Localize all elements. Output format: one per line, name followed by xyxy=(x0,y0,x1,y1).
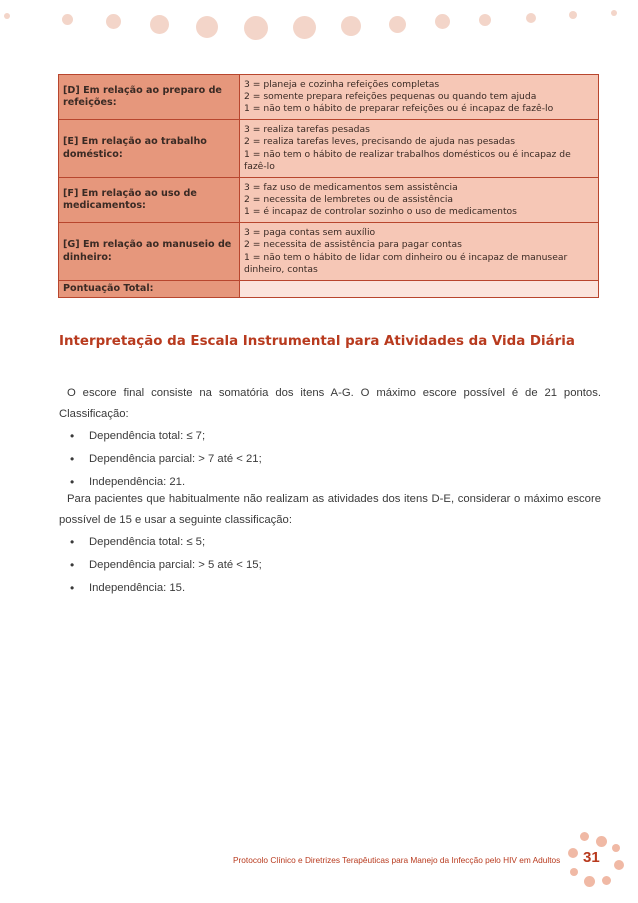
list-item xyxy=(59,531,601,554)
bullet-icon: • xyxy=(70,581,75,595)
list-item-text: Dependência parcial: > 7 até < 21; xyxy=(89,453,262,465)
list-item xyxy=(59,448,601,471)
paragraph: Para pacientes que habitualmente não realizam as atividades dos itens D-E, considerar o máximo escore possível de 15 e usar a seguinte classificação: xyxy=(59,493,601,526)
activities-scale-table xyxy=(58,74,599,298)
footer-title: Protocolo Clínico e Diretrizes Terapêuticas para Manejo da Infecção pelo HIV em Adultos xyxy=(233,855,561,865)
decorative-dots-row xyxy=(0,0,638,40)
classification-list xyxy=(59,425,601,494)
dot xyxy=(150,15,169,34)
bullet-icon: • xyxy=(70,558,75,572)
option-text: 1 = é incapaz de controlar sozinho o uso de medicamentos xyxy=(244,206,517,218)
list-item-text: Dependência total: ≤ 7; xyxy=(89,430,206,442)
total-row xyxy=(59,281,599,298)
bullet-icon: • xyxy=(70,452,75,466)
dot xyxy=(611,10,617,16)
list-item-text: Dependência parcial: > 5 até < 15; xyxy=(89,559,262,571)
list-item xyxy=(59,554,601,577)
interpretation-block-2 xyxy=(59,489,601,600)
dot xyxy=(196,16,218,38)
bullet-icon: • xyxy=(70,429,75,443)
dot xyxy=(479,14,491,26)
option-text: 2 = necessita de lembretes ou de assistência xyxy=(244,193,454,205)
option-text: 2 = realiza tarefas leves, precisando de ajuda nas pesadas xyxy=(244,136,516,148)
dot xyxy=(569,11,577,19)
row-label: [G] Em relação ao manuseio de dinheiro: xyxy=(59,223,240,281)
list-item-text: Independência: 15. xyxy=(89,582,186,594)
bullet-icon: • xyxy=(70,535,75,549)
option-text: 2 = somente prepara refeições pequenas ou quando tem ajuda xyxy=(244,90,537,102)
paragraph: O escore final consiste na somatória dos itens A-G. O máximo escore possível é de 21 pontos. Classificação: xyxy=(59,387,601,420)
option-text: 3 = planeja e cozinha refeições completas xyxy=(244,78,440,90)
section-title: Interpretação da Escala Instrumental para Atividades da Vida Diária xyxy=(59,334,575,349)
dot xyxy=(4,13,10,19)
interpretation-block-1 xyxy=(59,383,601,494)
dot xyxy=(435,14,450,29)
classification-list xyxy=(59,531,601,600)
dot xyxy=(602,876,611,885)
dot xyxy=(612,844,620,852)
row-label: [D] Em relação ao preparo de refeições: xyxy=(59,75,240,120)
option-text: 1 = não tem o hábito de realizar trabalhos domésticos ou é incapaz de fazê-lo xyxy=(244,148,571,172)
row-options xyxy=(240,120,599,178)
list-item-text: Dependência total: ≤ 5; xyxy=(89,536,206,548)
dot xyxy=(62,14,73,25)
list-item-text: Independência: 21. xyxy=(89,476,186,488)
option-text: 1 = não tem o hábito de lidar com dinheiro ou é incapaz de manusear dinheiro, contas xyxy=(244,251,568,275)
dot xyxy=(570,868,578,876)
list-item xyxy=(59,577,601,600)
option-text: 2 = necessita de assistência para pagar contas xyxy=(244,239,462,251)
dot xyxy=(244,16,268,40)
option-text: 3 = realiza tarefas pesadas xyxy=(244,124,370,136)
dot xyxy=(389,16,406,33)
table-row xyxy=(59,75,599,120)
table-row xyxy=(59,223,599,281)
list-item xyxy=(59,425,601,448)
bullet-icon: • xyxy=(70,475,75,489)
dot xyxy=(106,14,121,29)
dot xyxy=(293,16,316,39)
option-text: 3 = paga contas sem auxílio xyxy=(244,227,376,239)
dot xyxy=(614,860,624,870)
row-options xyxy=(240,178,599,223)
row-options xyxy=(240,75,599,120)
page-number: 31 xyxy=(583,849,600,866)
option-text: 3 = faz uso de medicamentos sem assistência xyxy=(244,181,458,193)
dot xyxy=(584,876,595,887)
total-value xyxy=(240,281,599,298)
row-label: [F] Em relação ao uso de medicamentos: xyxy=(59,178,240,223)
dot xyxy=(580,832,589,841)
table-row xyxy=(59,178,599,223)
row-options xyxy=(240,223,599,281)
row-label: [E] Em relação ao trabalho doméstico: xyxy=(59,120,240,178)
total-label: Pontuação Total: xyxy=(59,281,240,298)
dot xyxy=(568,848,578,858)
dot xyxy=(526,13,536,23)
dot xyxy=(596,836,607,847)
table-row xyxy=(59,120,599,178)
dot xyxy=(341,16,361,36)
option-text: 1 = não tem o hábito de preparar refeições ou é incapaz de fazê-lo xyxy=(244,103,554,115)
